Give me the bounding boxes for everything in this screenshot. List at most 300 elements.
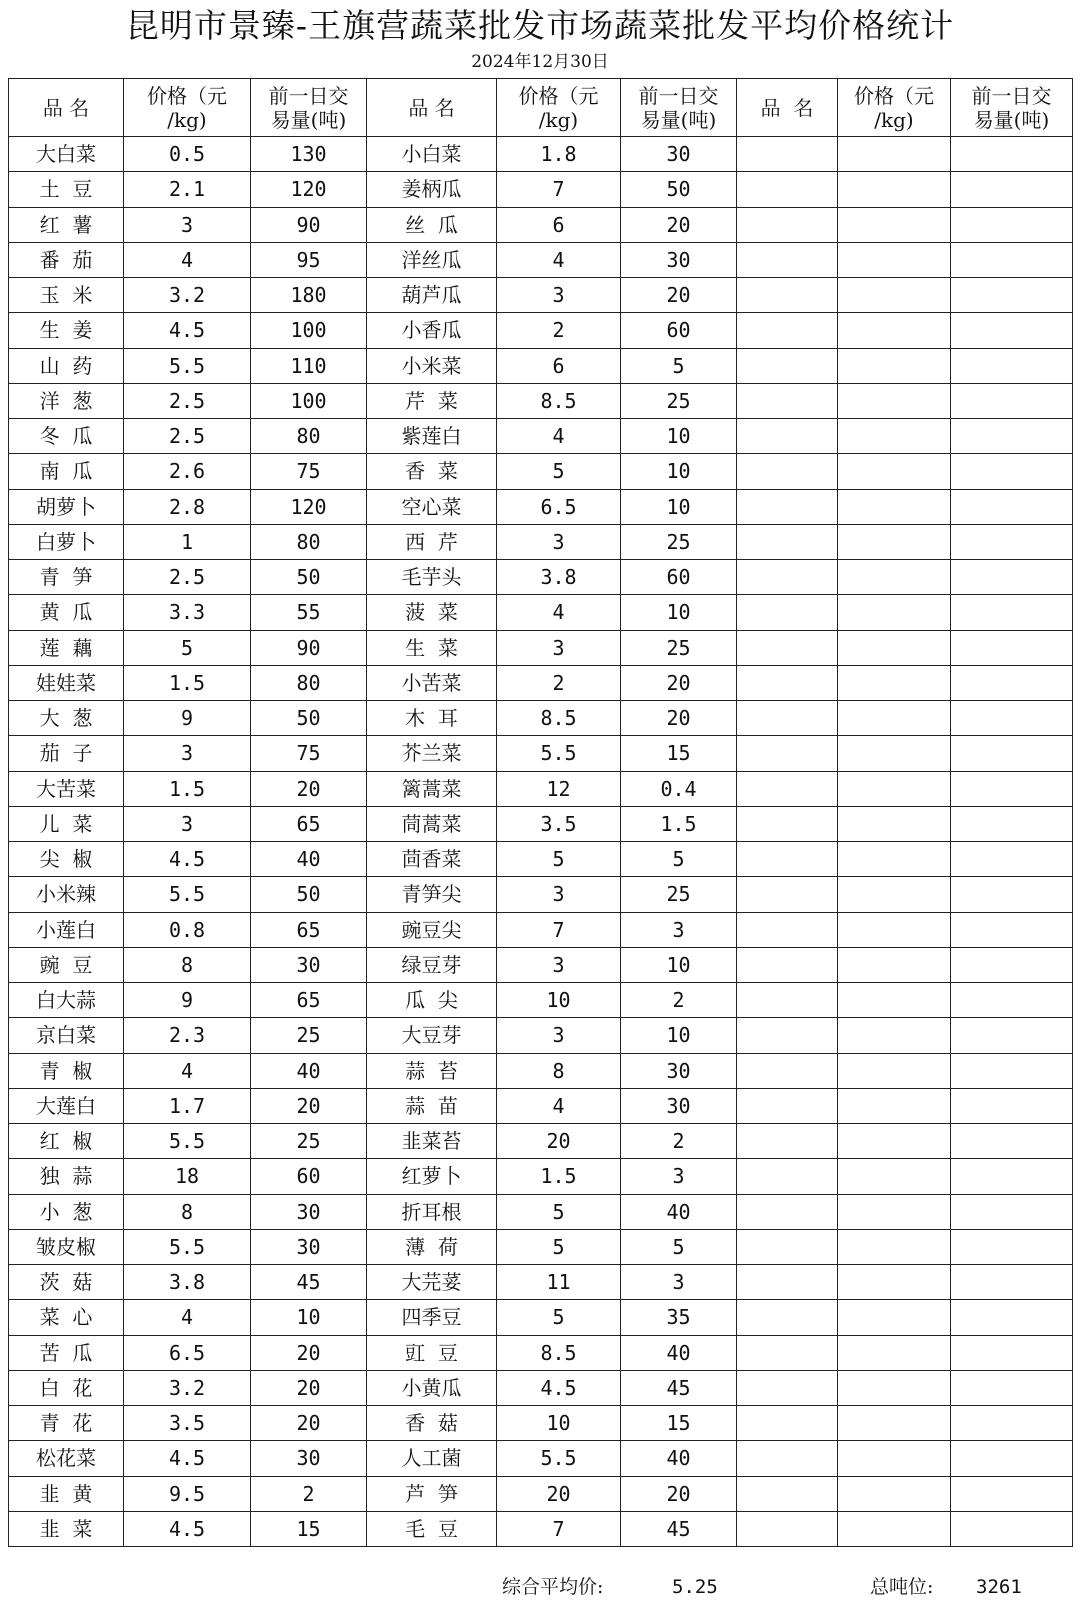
empty-cell	[838, 454, 951, 489]
volume: 90	[251, 207, 367, 242]
item-name: 绿豆芽	[367, 947, 497, 982]
price: 8.5	[497, 701, 621, 736]
item-name: 小米辣	[9, 877, 124, 912]
item-name: 韭 黄	[9, 1476, 124, 1511]
price: 4	[497, 1088, 621, 1123]
table-row	[9, 806, 1073, 841]
table-row	[9, 1335, 1073, 1370]
volume: 30	[621, 242, 737, 277]
item-name: 毛芋头	[367, 560, 497, 595]
table-row	[9, 595, 1073, 630]
volume: 180	[251, 278, 367, 313]
price: 2.5	[124, 383, 251, 418]
empty-cell	[737, 842, 838, 877]
empty-cell	[951, 454, 1073, 489]
table-row	[9, 1265, 1073, 1300]
empty-cell	[951, 560, 1073, 595]
empty-cell	[737, 137, 838, 172]
item-name: 生 姜	[9, 313, 124, 348]
table-row	[9, 524, 1073, 559]
price: 9	[124, 983, 251, 1018]
price: 5	[497, 1194, 621, 1229]
header-volume-2: 前一日交 易量(吨)	[621, 79, 737, 137]
item-name: 青笋尖	[367, 877, 497, 912]
empty-cell	[951, 1229, 1073, 1264]
volume: 45	[251, 1265, 367, 1300]
volume: 50	[251, 877, 367, 912]
price: 8	[497, 1053, 621, 1088]
empty-cell	[737, 877, 838, 912]
empty-cell	[737, 242, 838, 277]
empty-cell	[737, 524, 838, 559]
price: 8	[124, 947, 251, 982]
table-row	[9, 348, 1073, 383]
volume: 30	[621, 1088, 737, 1123]
price: 8.5	[497, 383, 621, 418]
empty-cell	[838, 630, 951, 665]
price: 2.8	[124, 489, 251, 524]
volume: 50	[621, 172, 737, 207]
volume: 20	[621, 701, 737, 736]
empty-cell	[838, 771, 951, 806]
item-name: 尖 椒	[9, 842, 124, 877]
empty-cell	[737, 1265, 838, 1300]
item-name: 香 菇	[367, 1406, 497, 1441]
empty-cell	[737, 1088, 838, 1123]
price: 4	[497, 595, 621, 630]
table-row	[9, 242, 1073, 277]
price: 2.1	[124, 172, 251, 207]
item-name: 韭菜苔	[367, 1124, 497, 1159]
price: 3	[497, 877, 621, 912]
item-name: 青 椒	[9, 1053, 124, 1088]
volume: 80	[251, 419, 367, 454]
item-name: 土 豆	[9, 172, 124, 207]
empty-cell	[838, 489, 951, 524]
empty-cell	[838, 806, 951, 841]
item-name: 洋 葱	[9, 383, 124, 418]
volume: 3	[621, 1159, 737, 1194]
empty-cell	[838, 207, 951, 242]
empty-cell	[838, 242, 951, 277]
volume: 100	[251, 313, 367, 348]
empty-cell	[951, 806, 1073, 841]
price: 4.5	[497, 1370, 621, 1405]
volume: 30	[251, 1229, 367, 1264]
empty-cell	[737, 912, 838, 947]
price: 5.5	[124, 1229, 251, 1264]
price: 5	[124, 630, 251, 665]
table-row	[9, 172, 1073, 207]
volume: 110	[251, 348, 367, 383]
volume: 10	[621, 595, 737, 630]
table-row	[9, 1159, 1073, 1194]
empty-cell	[951, 1018, 1073, 1053]
empty-cell	[951, 630, 1073, 665]
price: 7	[497, 1511, 621, 1546]
volume: 2	[621, 983, 737, 1018]
item-name: 白 花	[9, 1370, 124, 1405]
volume: 55	[251, 595, 367, 630]
volume: 120	[251, 172, 367, 207]
empty-cell	[951, 1088, 1073, 1123]
empty-cell	[951, 877, 1073, 912]
empty-cell	[951, 736, 1073, 771]
empty-cell	[737, 1511, 838, 1546]
item-name: 大苦菜	[9, 771, 124, 806]
table-row	[9, 1194, 1073, 1229]
empty-cell	[838, 1300, 951, 1335]
item-name: 白萝卜	[9, 524, 124, 559]
price: 1.5	[124, 665, 251, 700]
empty-cell	[838, 313, 951, 348]
empty-cell	[737, 1229, 838, 1264]
item-name: 洋丝瓜	[367, 242, 497, 277]
price: 3.5	[124, 1406, 251, 1441]
item-name: 小苦菜	[367, 665, 497, 700]
item-name: 大豆芽	[367, 1018, 497, 1053]
table-row	[9, 665, 1073, 700]
item-name: 小香瓜	[367, 313, 497, 348]
volume: 40	[621, 1441, 737, 1476]
empty-cell	[838, 665, 951, 700]
item-name: 小 葱	[9, 1194, 124, 1229]
item-name: 四季豆	[367, 1300, 497, 1335]
empty-cell	[838, 419, 951, 454]
price: 6.5	[124, 1335, 251, 1370]
table-row	[9, 1370, 1073, 1405]
table-row	[9, 313, 1073, 348]
header-name-2: 品 名	[367, 79, 497, 137]
empty-cell	[737, 665, 838, 700]
empty-cell	[838, 1335, 951, 1370]
volume: 20	[621, 207, 737, 242]
header-name-3: 品 名	[737, 79, 838, 137]
item-name: 韭 菜	[9, 1511, 124, 1546]
price: 1.8	[497, 137, 621, 172]
header-price-3: 价格（元 /kg)	[838, 79, 951, 137]
item-name: 山 药	[9, 348, 124, 383]
table-row	[9, 736, 1073, 771]
volume: 60	[251, 1159, 367, 1194]
empty-cell	[951, 701, 1073, 736]
empty-cell	[737, 1194, 838, 1229]
table-row	[9, 383, 1073, 418]
empty-cell	[838, 1018, 951, 1053]
volume: 20	[621, 1476, 737, 1511]
table-row	[9, 1441, 1073, 1476]
table-row	[9, 842, 1073, 877]
item-name: 红 薯	[9, 207, 124, 242]
table-row	[9, 1229, 1073, 1264]
empty-cell	[737, 313, 838, 348]
item-name: 茄 子	[9, 736, 124, 771]
price: 3	[497, 524, 621, 559]
price: 4	[497, 419, 621, 454]
volume: 20	[251, 1088, 367, 1123]
item-name: 大芫荽	[367, 1265, 497, 1300]
empty-cell	[737, 383, 838, 418]
item-name: 玉 米	[9, 278, 124, 313]
volume: 45	[621, 1370, 737, 1405]
price: 2.3	[124, 1018, 251, 1053]
empty-cell	[737, 983, 838, 1018]
price: 10	[497, 1406, 621, 1441]
volume: 20	[621, 665, 737, 700]
item-name: 小莲白	[9, 912, 124, 947]
price: 4.5	[124, 313, 251, 348]
item-name: 瓜 尖	[367, 983, 497, 1018]
item-name: 苦 瓜	[9, 1335, 124, 1370]
table-row	[9, 877, 1073, 912]
volume: 30	[621, 1053, 737, 1088]
table-row	[9, 1406, 1073, 1441]
empty-cell	[951, 1159, 1073, 1194]
empty-cell	[951, 1335, 1073, 1370]
empty-cell	[737, 454, 838, 489]
price: 8	[124, 1194, 251, 1229]
item-name: 姜柄瓜	[367, 172, 497, 207]
empty-cell	[838, 1088, 951, 1123]
table-row	[9, 1511, 1073, 1546]
empty-cell	[951, 278, 1073, 313]
empty-cell	[951, 1511, 1073, 1546]
empty-cell	[737, 1335, 838, 1370]
empty-cell	[951, 419, 1073, 454]
price: 4	[124, 242, 251, 277]
header-price-1: 价格（元 /kg)	[124, 79, 251, 137]
empty-cell	[951, 137, 1073, 172]
volume: 10	[621, 947, 737, 982]
empty-cell	[838, 701, 951, 736]
price: 10	[497, 983, 621, 1018]
volume: 10	[621, 419, 737, 454]
price: 4.5	[124, 842, 251, 877]
volume: 40	[251, 1053, 367, 1088]
empty-cell	[737, 806, 838, 841]
price: 5.5	[124, 348, 251, 383]
price: 6	[497, 348, 621, 383]
empty-cell	[951, 665, 1073, 700]
price: 0.5	[124, 137, 251, 172]
price: 4	[497, 242, 621, 277]
table-row	[9, 1124, 1073, 1159]
price: 7	[497, 172, 621, 207]
price: 2	[497, 313, 621, 348]
empty-cell	[737, 489, 838, 524]
price-table	[8, 78, 1073, 1547]
volume: 100	[251, 383, 367, 418]
empty-cell	[737, 736, 838, 771]
volume: 5	[621, 348, 737, 383]
price: 4.5	[124, 1511, 251, 1546]
item-name: 蒜 苗	[367, 1088, 497, 1123]
table-row	[9, 1300, 1073, 1335]
item-name: 大莲白	[9, 1088, 124, 1123]
item-name: 毛 豆	[367, 1511, 497, 1546]
price: 1.7	[124, 1088, 251, 1123]
volume: 20	[251, 1370, 367, 1405]
volume: 10	[621, 489, 737, 524]
item-name: 大白菜	[9, 137, 124, 172]
price: 3	[124, 806, 251, 841]
empty-cell	[737, 630, 838, 665]
volume: 15	[621, 736, 737, 771]
price: 4	[124, 1300, 251, 1335]
empty-cell	[838, 1406, 951, 1441]
item-name: 丝 瓜	[367, 207, 497, 242]
empty-cell	[838, 383, 951, 418]
price: 4.5	[124, 1441, 251, 1476]
empty-cell	[951, 595, 1073, 630]
item-name: 胡萝卜	[9, 489, 124, 524]
price: 3.3	[124, 595, 251, 630]
price: 0.8	[124, 912, 251, 947]
empty-cell	[737, 1476, 838, 1511]
empty-cell	[737, 419, 838, 454]
empty-cell	[737, 1406, 838, 1441]
volume: 30	[251, 1194, 367, 1229]
volume: 65	[251, 983, 367, 1018]
empty-cell	[737, 278, 838, 313]
volume: 60	[621, 560, 737, 595]
header-volume-1: 前一日交 易量(吨)	[251, 79, 367, 137]
empty-cell	[951, 524, 1073, 559]
item-name: 娃娃菜	[9, 665, 124, 700]
empty-cell	[838, 983, 951, 1018]
price: 3.8	[124, 1265, 251, 1300]
item-name: 薄 荷	[367, 1229, 497, 1264]
table-row	[9, 137, 1073, 172]
empty-cell	[737, 1370, 838, 1405]
empty-cell	[838, 912, 951, 947]
table-row	[9, 983, 1073, 1018]
item-name: 京白菜	[9, 1018, 124, 1053]
price: 5.5	[124, 1124, 251, 1159]
empty-cell	[737, 1441, 838, 1476]
item-name: 菜 心	[9, 1300, 124, 1335]
volume: 5	[621, 1229, 737, 1264]
header-price-2: 价格（元 /kg)	[497, 79, 621, 137]
item-name: 茼蒿菜	[367, 806, 497, 841]
item-name: 芹 菜	[367, 383, 497, 418]
volume: 25	[251, 1124, 367, 1159]
item-name: 芥兰菜	[367, 736, 497, 771]
empty-cell	[951, 1053, 1073, 1088]
volume: 5	[621, 842, 737, 877]
item-name: 香 菜	[367, 454, 497, 489]
volume: 20	[621, 278, 737, 313]
price: 9.5	[124, 1476, 251, 1511]
volume: 40	[621, 1194, 737, 1229]
empty-cell	[838, 1194, 951, 1229]
empty-cell	[838, 137, 951, 172]
empty-cell	[737, 348, 838, 383]
page-title: 昆明市景臻-王旗营蔬菜批发市场蔬菜批发平均价格统计	[125, 6, 955, 45]
empty-cell	[838, 736, 951, 771]
volume: 15	[621, 1406, 737, 1441]
item-name: 芦 笋	[367, 1476, 497, 1511]
empty-cell	[737, 1018, 838, 1053]
empty-cell	[951, 947, 1073, 982]
empty-cell	[838, 1476, 951, 1511]
empty-cell	[838, 947, 951, 982]
table-row	[9, 560, 1073, 595]
item-name: 小白菜	[367, 137, 497, 172]
price: 4	[124, 1053, 251, 1088]
empty-cell	[838, 348, 951, 383]
empty-cell	[838, 524, 951, 559]
item-name: 莲 藕	[9, 630, 124, 665]
price: 3.5	[497, 806, 621, 841]
empty-cell	[838, 1229, 951, 1264]
average-price-value: 5.25	[672, 1576, 718, 1598]
table-row	[9, 1018, 1073, 1053]
volume: 30	[251, 947, 367, 982]
empty-cell	[951, 1476, 1073, 1511]
item-name: 豌豆尖	[367, 912, 497, 947]
price: 3.2	[124, 278, 251, 313]
empty-cell	[951, 1194, 1073, 1229]
price: 2.6	[124, 454, 251, 489]
price: 5.5	[497, 736, 621, 771]
item-name: 蒜 苔	[367, 1053, 497, 1088]
price: 3	[497, 630, 621, 665]
empty-cell	[838, 278, 951, 313]
volume: 10	[251, 1300, 367, 1335]
price: 7	[497, 912, 621, 947]
volume: 90	[251, 630, 367, 665]
table-row	[9, 701, 1073, 736]
volume: 25	[621, 383, 737, 418]
volume: 3	[621, 1265, 737, 1300]
item-name: 茨 菇	[9, 1265, 124, 1300]
price: 2	[497, 665, 621, 700]
empty-cell	[951, 912, 1073, 947]
empty-cell	[951, 348, 1073, 383]
price: 1.5	[497, 1159, 621, 1194]
empty-cell	[951, 1265, 1073, 1300]
empty-cell	[951, 1300, 1073, 1335]
volume: 0.4	[621, 771, 737, 806]
item-name: 松花菜	[9, 1441, 124, 1476]
empty-cell	[838, 1511, 951, 1546]
table-row	[9, 207, 1073, 242]
item-name: 茴香菜	[367, 842, 497, 877]
item-name: 人工菌	[367, 1441, 497, 1476]
empty-cell	[838, 1159, 951, 1194]
item-name: 豌 豆	[9, 947, 124, 982]
empty-cell	[951, 1441, 1073, 1476]
price: 2.5	[124, 419, 251, 454]
price: 5.5	[124, 877, 251, 912]
empty-cell	[737, 1124, 838, 1159]
empty-cell	[838, 172, 951, 207]
item-name: 南 瓜	[9, 454, 124, 489]
header-row	[9, 79, 1073, 137]
item-name: 葫芦瓜	[367, 278, 497, 313]
volume: 25	[621, 630, 737, 665]
volume: 10	[621, 1018, 737, 1053]
empty-cell	[737, 1053, 838, 1088]
empty-cell	[951, 842, 1073, 877]
empty-cell	[737, 701, 838, 736]
empty-cell	[737, 1159, 838, 1194]
empty-cell	[838, 842, 951, 877]
price: 3	[497, 278, 621, 313]
table-row	[9, 912, 1073, 947]
volume: 75	[251, 736, 367, 771]
